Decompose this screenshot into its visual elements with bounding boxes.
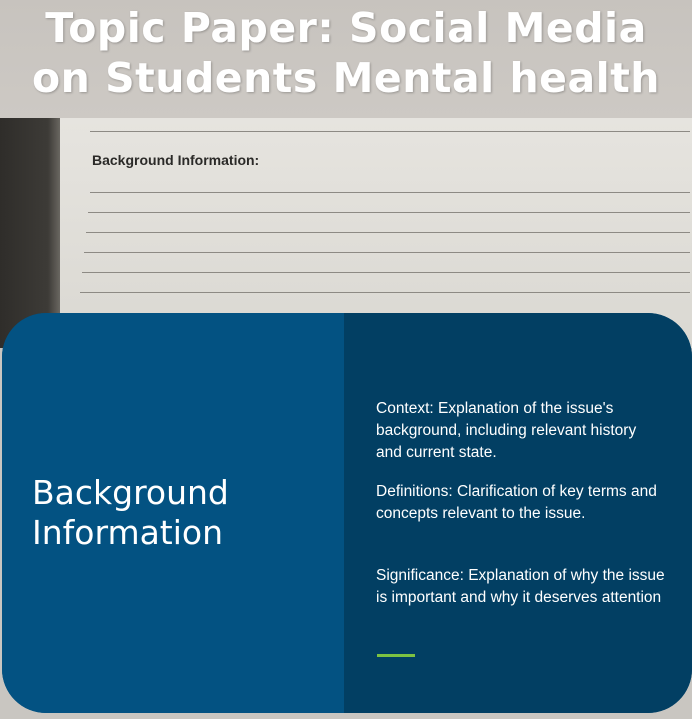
worksheet-rule <box>86 232 690 233</box>
slide-heading-line-1: Background <box>32 473 229 512</box>
context-text: Context: Explanation of the issue's background, including relevant history and current state. <box>376 400 637 461</box>
worksheet-rule <box>90 131 690 132</box>
worksheet-rule <box>90 192 690 193</box>
worksheet-rule <box>88 212 690 213</box>
slide-heading-line-2: Information <box>32 513 224 552</box>
significance-text: Significance: Explanation of why the issue is important and why it deserves attention <box>376 567 665 606</box>
worksheet-label: Background Information: <box>92 152 260 168</box>
title-banner <box>0 0 692 118</box>
accent-bar <box>377 654 415 657</box>
worksheet-rule <box>80 292 690 293</box>
definitions-text: Definitions: Clarification of key terms and concepts relevant to the issue. <box>376 483 657 522</box>
slide-heading <box>32 473 332 553</box>
title-line-2: on Students Mental health <box>32 54 660 102</box>
worksheet-rule <box>82 272 690 273</box>
title-line-1: Topic Paper: Social Media <box>45 4 647 52</box>
worksheet-rule <box>84 252 690 253</box>
